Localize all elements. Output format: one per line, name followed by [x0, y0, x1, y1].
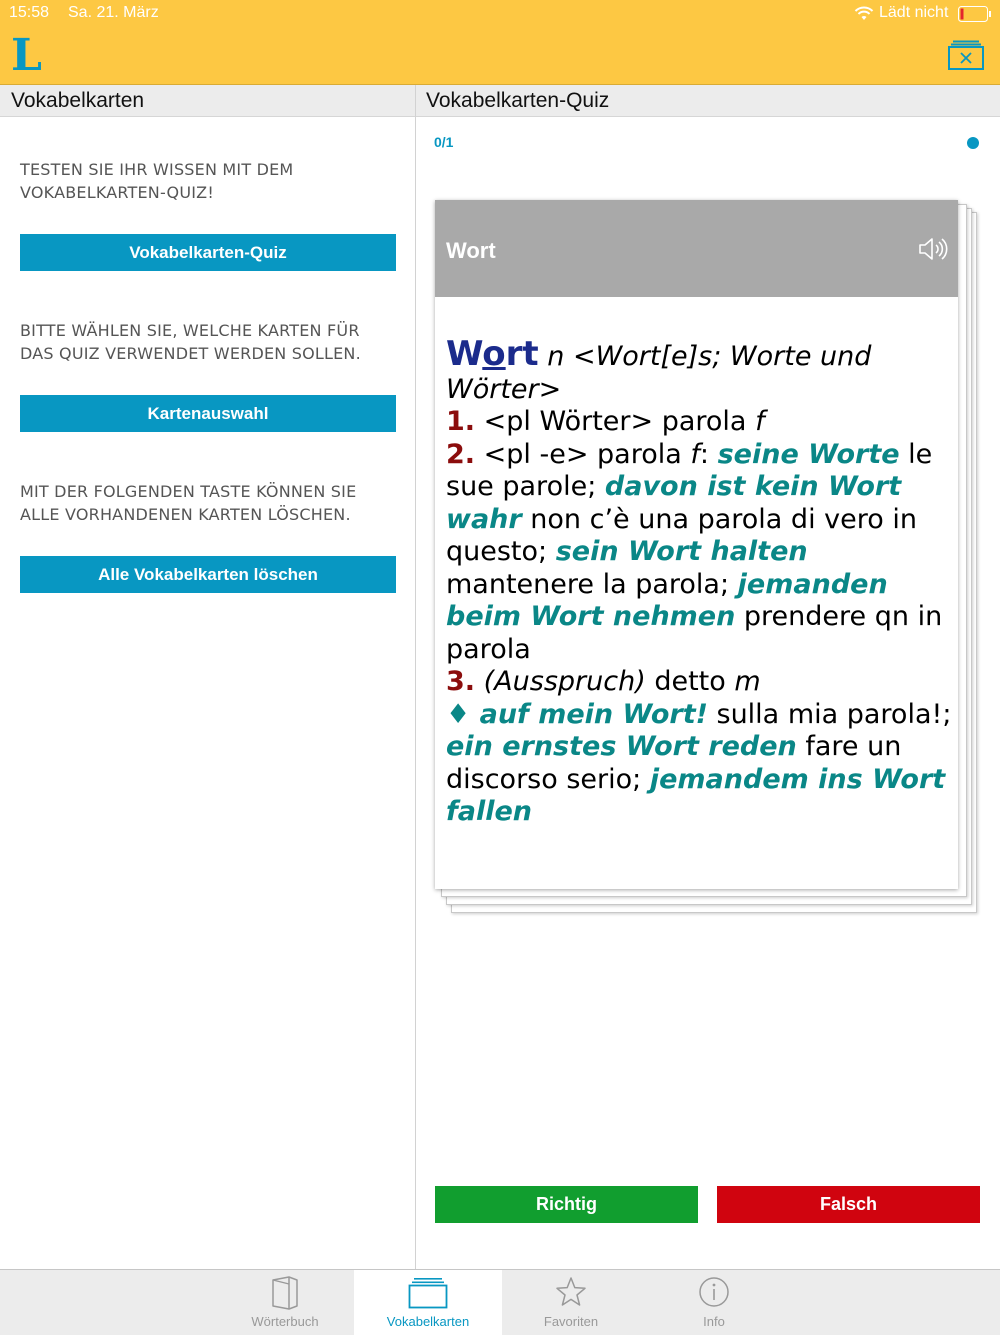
status-time: 15:58	[9, 4, 50, 21]
close-quiz-button[interactable]	[948, 40, 984, 70]
tab-vokabelkarten[interactable]	[354, 1270, 502, 1335]
status-date: Sa. 21. März	[68, 4, 159, 21]
example-phrase: sein Wort halten	[555, 536, 808, 567]
right-panel-title: Vokabelkarten-Quiz	[416, 85, 1000, 117]
langenscheidt-logo-icon	[9, 34, 49, 74]
quiz-info-text: TESTEN SIE IHR WISSEN MIT DEM VOKABELKARTEN-QUIZ!	[20, 160, 294, 202]
correct-button[interactable]: Richtig	[435, 1186, 698, 1223]
sense-number: 3.	[446, 666, 476, 697]
wifi-icon	[854, 6, 874, 21]
app-header	[0, 0, 1000, 85]
tab-info[interactable]	[640, 1270, 788, 1335]
flashcard-word: Wort	[446, 238, 496, 263]
example-phrase: davon ist kein Wort wahr	[446, 471, 902, 535]
star-icon	[555, 1274, 587, 1310]
charging-status: Lädt nicht	[879, 4, 949, 21]
vokabelkarten-quiz-button[interactable]: Vokabelkarten-Quiz	[20, 234, 396, 271]
svg-text:L: L	[11, 34, 42, 74]
delete-all-cards-button[interactable]: Alle Vokabelkarten löschen	[20, 556, 396, 593]
example-phrase: seine Worte	[717, 438, 900, 470]
wrong-button[interactable]: Falsch	[717, 1186, 980, 1223]
tab-woerterbuch[interactable]	[211, 1270, 359, 1335]
tab-label: Vokabelkarten	[386, 1314, 470, 1329]
example-phrase: jemanden beim Wort nehmen	[446, 568, 888, 632]
example-phrase: auf mein Wort!	[470, 698, 708, 730]
speaker-icon[interactable]	[917, 236, 949, 262]
sense-number: 2.	[446, 438, 476, 470]
info-icon	[698, 1274, 730, 1310]
book-icon	[269, 1274, 301, 1310]
grammar-info: n <Wort[e]s; Worte und Wörter>	[446, 341, 872, 405]
dictionary-entry: Wort n <Wort[e]s; Worte und Wörter> 1. <pl Wörter> parola f 2. <pl -e> parola f: seine Worte le sue parole; davon ist kein Wort wahr non c’è una parola di vero in questo; sein Wort halten mantenere la parola; jemanden beim Wort nehmen prendere qn in parola 3. (Ausspruch) detto m ♦ auf mein Wort! sulla mia parola!; ein ernstes Wort reden fare un discorso serio; jemandem ins Wort fallen	[446, 334, 952, 827]
tab-label: Wörterbuch	[251, 1314, 319, 1329]
left-panel-title: Vokabelkarten	[0, 85, 415, 117]
tab-label: Info	[703, 1314, 725, 1329]
battery-icon	[958, 6, 992, 22]
tab-favoriten[interactable]	[497, 1270, 645, 1335]
sense-number: 1.	[446, 406, 476, 437]
tab-bar	[0, 1269, 1000, 1335]
flashcard-header	[435, 200, 958, 297]
kartenauswahl-button[interactable]: Kartenauswahl	[20, 395, 396, 432]
tab-label: Favoriten	[543, 1314, 599, 1329]
delete-info-text: MIT DER FOLGENDEN TASTE KÖNNEN SIE ALLE VORHANDENEN KARTEN LÖSCHEN.	[20, 482, 357, 524]
panel-divider	[415, 85, 416, 1269]
selection-info-text: BITTE WÄHLEN SIE, WELCHE KARTEN FÜR DAS QUIZ VERWENDET WERDEN SOLLEN.	[20, 321, 361, 363]
diamond-icon: ♦	[446, 698, 471, 730]
example-phrase: jemandem ins Wort fallen	[446, 763, 946, 827]
progress-dot	[967, 137, 979, 149]
flashcard[interactable]	[435, 200, 958, 889]
quiz-counter: 0/1	[434, 134, 454, 150]
example-phrase: ein ernstes Wort reden	[446, 731, 797, 762]
cards-icon	[408, 1274, 448, 1310]
headword: Wort	[446, 334, 539, 374]
